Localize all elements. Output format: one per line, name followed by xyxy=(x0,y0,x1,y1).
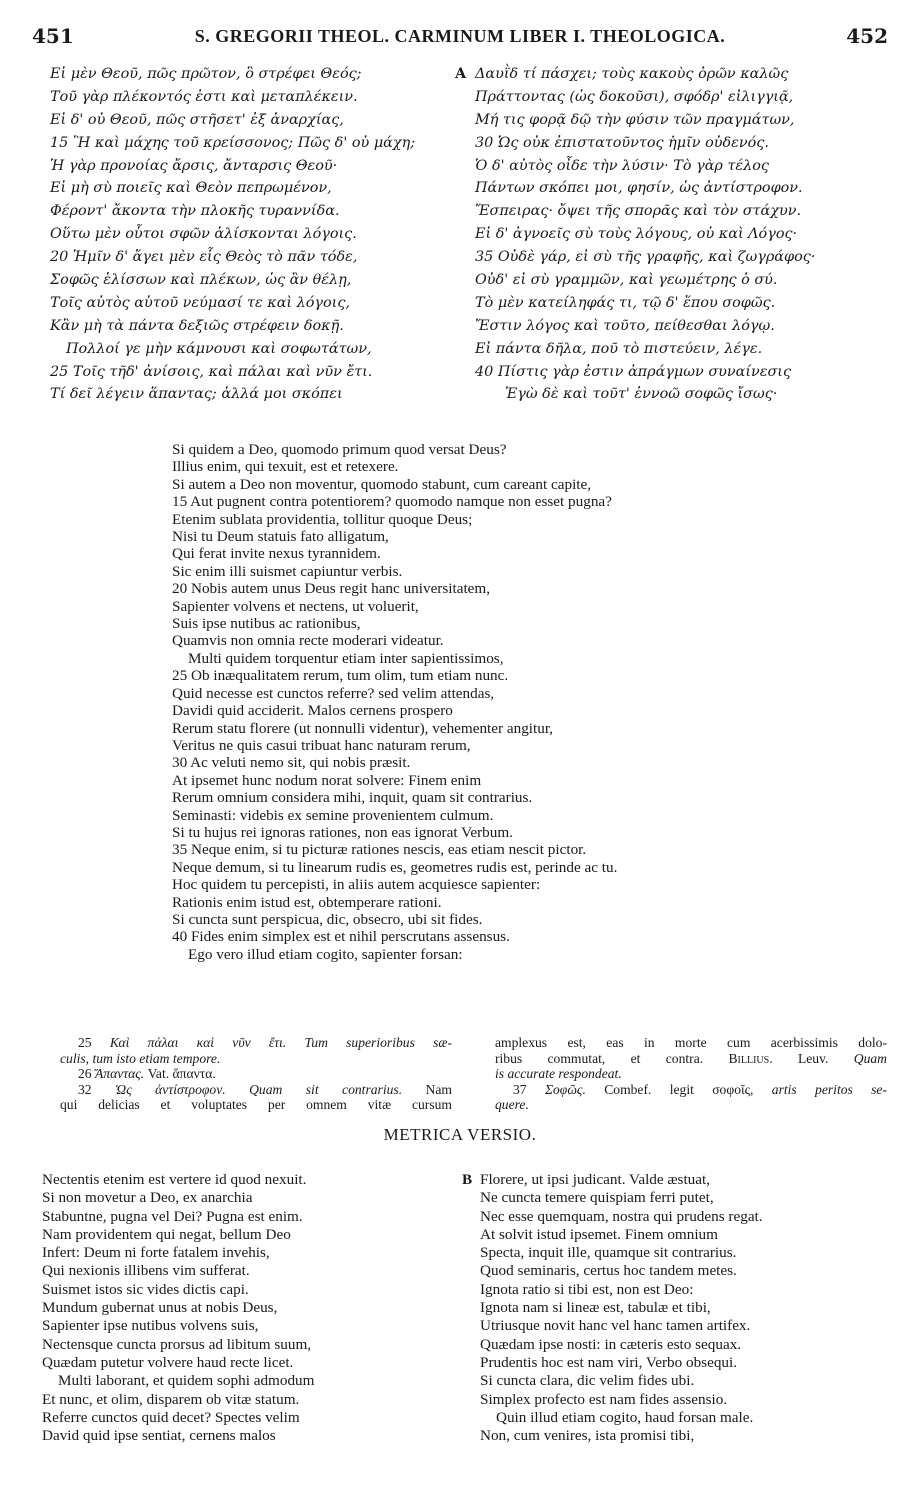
note-number: 32 xyxy=(78,1081,92,1097)
greek-line: Τοῖς αὐτὸς αὑτοῦ νεύμασί τε καὶ λόγοις, xyxy=(50,294,350,311)
greek-line: 30 Ὡς οὐκ ἐπιστατοῦντος ἡμῖν οὐδενός. xyxy=(475,134,769,151)
note-greek: Σοφῶς. xyxy=(544,1081,586,1097)
metrica-line: Nec esse quemquam, nostra qui prudens regat. xyxy=(480,1207,763,1225)
metrica-line: Suismet istos sic vides dictis capi. xyxy=(42,1280,249,1298)
latin-line: 20 Nobis autem unus Deus regit hanc universitatem, xyxy=(172,580,491,598)
latin-line: Rationis enim istud est, obtemperare rationi. xyxy=(172,893,442,911)
greek-line: Μή τις φορᾷ δῷ τὴν φύσιν τῶν πραγμάτων, xyxy=(475,111,795,128)
metrica-line: Quin illud etiam cogito, haud forsan male. xyxy=(496,1408,754,1426)
metrica-versio-title: METRICA VERSIO. xyxy=(383,1125,537,1144)
latin-line: Si tu hujus rei ignoras rationes, non eas ignorat Verbum. xyxy=(172,823,513,841)
greek-line: 20 Ἡμῖν δ' ἄγει μὲν εἷς Θεὸς τὸ πᾶν τόδε, xyxy=(50,249,358,266)
latin-line: 25 Ob inæqualitatem rerum, tum olim, tum etiam nunc. xyxy=(172,667,509,685)
latin-translation xyxy=(172,441,812,963)
metrica-line: Utriusque novit hanc vel hanc tamen artifex. xyxy=(480,1317,751,1335)
metrica-line: Multi laborant, et quidem sophi admodum xyxy=(58,1372,315,1390)
latin-line: Etenim sublata providentia, tollitur quoque Deus; xyxy=(172,510,473,528)
footnote-26 xyxy=(60,1066,452,1082)
latin-line: Si cuncta sunt perspicua, dic, obsecro, ubi sit fides. xyxy=(172,910,483,928)
footnote-32-cont2: amplexus est, eas in morte cum acerbissimis dolo- xyxy=(495,1035,887,1050)
latin-line: Suis ipse nutibus ac rationibus, xyxy=(172,615,361,633)
greek-line: Τοῦ γὰρ πλέκοντός ἐστι καὶ μεταπλέκειν. xyxy=(50,88,358,105)
metrica-line: Quod seminaris, certus hoc tandem metes. xyxy=(480,1262,737,1280)
metrica-line: Quædam putetur volvere haud recte licet. xyxy=(42,1353,294,1371)
latin-line: Ego vero illud etiam cogito, sapienter forsan: xyxy=(188,945,463,963)
note-text-italic: Quam xyxy=(853,1050,887,1066)
latin-line: Neque demum, si tu linearum rudis es, geometres rudis est, perinde ac tu. xyxy=(172,858,618,876)
note-text: ribus commutat, et contra. xyxy=(495,1050,704,1066)
greek-line: 15 Ἢ καὶ μάχης τοῦ κρείσσονος; Πῶς δ' οὐ μάχη; xyxy=(50,134,416,151)
metrica-line: Sapienter ipse nutibus volvens suis, xyxy=(42,1317,259,1335)
latin-line: Hoc quidem tu percepisti, in aliis autem acquiesce sapienter: xyxy=(172,876,541,894)
column-marker: A xyxy=(455,65,467,82)
metrica-line: Ignota ratio si tibi est, non est Deo: xyxy=(480,1280,694,1298)
footnote-25-cont: culis, tum isto etiam tempore. xyxy=(60,1050,221,1066)
metrica-line: Qui nexionis illibens vim sufferat. xyxy=(42,1262,250,1280)
latin-line: Si autem a Deo non moventur, quomodo stabunt, cum careant capite, xyxy=(172,475,592,493)
metrica-line: Quædam ipse nosti: in cæteris esto sequax. xyxy=(480,1335,742,1353)
greek-line: Ἔστιν λόγος καὶ τοῦτο, πείθεσθαι λόγῳ. xyxy=(475,317,775,334)
metrica-line: Si non movetur a Deo, ex anarchia xyxy=(42,1189,253,1207)
note-number: 26 xyxy=(78,1066,92,1082)
latin-line: Multi quidem torquentur etiam inter sapientissimos, xyxy=(188,649,504,667)
greek-line: Σοφῶς ἑλίσσων καὶ πλέκων, ὡς ἂν θέλῃ, xyxy=(50,272,352,289)
greek-line: Εἰ πάντα δῆλα, ποῦ τὸ πιστεύειν, λέγε. xyxy=(475,340,763,357)
latin-line: Sic enim illi suismet capiuntur verbis. xyxy=(172,562,403,580)
greek-line: Εἰ δ' ἀγνοεῖς σὺ τοὺς λόγους, οὐ καὶ Λόγος· xyxy=(475,226,798,243)
metrica-line-text: Florere, ut ipsi judicant. Valde æstuat, xyxy=(480,1171,711,1188)
greek-line xyxy=(455,63,875,86)
footnotes-left xyxy=(60,1035,452,1113)
latin-line: Rerum statu florere (ut nonnulli videntur), vehementer angitur, xyxy=(172,719,554,737)
note-text-italic: Quam sit contrarius. xyxy=(249,1081,403,1097)
footnotes-right xyxy=(495,1035,887,1113)
note-text-italic: artis peritos se- xyxy=(771,1081,887,1097)
greek-line: Οὕτω μὲν οὗτοι σφῶν ἁλίσκονται λόγοις. xyxy=(50,226,357,243)
latin-line: Quid necesse est cunctos referre? sed velim attendas, xyxy=(172,684,495,702)
greek-line: Φέροντ' ἄκοντα τὴν πλοκῆς τυραννίδα. xyxy=(50,203,340,220)
metrica-right-column xyxy=(462,1171,892,1445)
greek-line: Πράττοντας (ὡς δοκοῦσι), σφόδρ' εἰλιγγιᾷ, xyxy=(475,88,794,105)
greek-line-text: Δαυῒδ τί πάσχει; τοὺς κακοὺς ὁρῶν καλῶς xyxy=(475,66,789,82)
metrica-line: David quid ipse sentiat, cernens malos xyxy=(42,1427,276,1445)
metrica-line: Nam providentem qui negat, bellum Deo xyxy=(42,1225,291,1243)
latin-line: Quamvis non omnia recte moderari videatur. xyxy=(172,632,444,650)
note-text: Tum superioribus sæ- xyxy=(304,1035,452,1050)
footnote-37 xyxy=(495,1082,887,1098)
latin-line: Davidi quid acciderit. Malos cernens prospero xyxy=(172,702,453,720)
column-marker: B xyxy=(462,1171,473,1188)
latin-line: 40 Fides enim simplex est et nihil perscrutans assensus. xyxy=(172,928,510,946)
running-head: S. GREGORII THEOL. CARMINUM LIBER I. THEOLOGICA. xyxy=(194,26,726,46)
metrica-line: Et nunc, et olim, disparem ob vitæ statum. xyxy=(42,1390,300,1408)
greek-text-left-column xyxy=(50,63,450,406)
greek-line: Εἰ μὴ σὺ ποιεῖς καὶ Θεὸν πεπρωμένον, xyxy=(50,180,332,197)
greek-line: Τί δεῖ λέγειν ἅπαντας; ἀλλά μοι σκόπει xyxy=(50,386,343,403)
latin-line: Illius enim, qui texuit, est et retexere. xyxy=(172,458,399,476)
latin-line: Si quidem a Deo, quomodo primum quod versat Deus? xyxy=(172,441,507,458)
page-header xyxy=(32,24,888,52)
metrica-line: Si cuncta clara, dic velim fides ubi. xyxy=(480,1372,695,1390)
metrica-line: Specta, inquit ille, quamque sit contrarius. xyxy=(480,1244,737,1262)
metrica-line: Mundum gubernat unus at nobis Deus, xyxy=(42,1299,278,1317)
greek-text-right-column xyxy=(455,63,875,406)
greek-line: Κἂν μὴ τὰ πάντα δεξιῶς στρέφειν δοκῇ. xyxy=(50,317,344,334)
metrica-left-column xyxy=(42,1171,442,1445)
metrica-line: Nectentis etenim est vertere id quod nexuit. xyxy=(42,1171,307,1188)
footnote-32-cont: qui delicias et voluptates per omnem vitæ cursum xyxy=(60,1097,452,1113)
latin-line: Veritus ne quis casui tribuat hanc naturam rerum, xyxy=(172,736,471,754)
metrica-line: Non, cum venires, ista promisi tibi, xyxy=(480,1427,695,1445)
note-greek: Ὡς ἀντίστροφον. xyxy=(115,1081,226,1097)
latin-line: 15 Aut pugnent contra potentiorem? quomodo namque non esset pugna? xyxy=(172,493,612,511)
greek-line: 40 Πίστις γὰρ ἐστιν ἀπράγμων συναίνεσις xyxy=(475,363,792,380)
greek-line: Τὸ μὲν κατείληφάς τι, τῷ δ' ἕπου σοφῶς. xyxy=(475,294,776,311)
metrica-line: Nectensque cuncta prorsus ad libitum suum, xyxy=(42,1335,312,1353)
footnote-25 xyxy=(60,1035,452,1051)
footnote-32 xyxy=(60,1082,452,1098)
greek-line: Πάντων σκόπει μοι, φησίν, ὡς ἀντίστροφον. xyxy=(475,180,803,197)
latin-line: Rerum omnium considera mihi, inquit, quam sit contrarius. xyxy=(172,789,533,807)
metrica-line: Prudentis hoc est nam viri, Verbo obsequi. xyxy=(480,1353,738,1371)
note-text: Vat. ἅπαντα. xyxy=(147,1066,216,1082)
latin-line: Nisi tu Deum statuis fato alligatum, xyxy=(172,528,389,546)
greek-line: Ἐγὼ δὲ καὶ τοῦτ' ἐννοῶ σοφῶς ἴσως· xyxy=(505,386,778,403)
note-text: Leuv. xyxy=(797,1050,829,1066)
greek-line: Εἰ δ' οὐ Θεοῦ, πῶς στῆσετ' ἐξ ἀναρχίας, xyxy=(50,111,344,128)
note-greek: Ἅπαντας. xyxy=(95,1066,145,1082)
metrica-line: Stabuntne, pugna vel Dei? Pugna est enim. xyxy=(42,1207,303,1225)
greek-line: 25 Τοῖς τῆδ' ἀνίσοις, καὶ πάλαι καὶ νῦν ἔτι. xyxy=(50,363,373,380)
note-text: Nam xyxy=(425,1081,452,1097)
greek-line: Οὐδ' εἰ σὺ γραμμῶν, καὶ γεωμέτρης ὁ σύ. xyxy=(475,272,778,289)
latin-line: Sapienter volvens et nectens, ut voluerit, xyxy=(172,597,419,615)
metrica-line: At solvit istud ipsemet. Finem omnium xyxy=(480,1225,718,1243)
metrica-line xyxy=(462,1171,892,1189)
metrica-line: Referre cunctos quid decet? Spectes velim xyxy=(42,1408,300,1426)
footnote-32-cont4: is accurate respondeat. xyxy=(495,1066,622,1082)
note-author: Billius. xyxy=(728,1050,773,1066)
page-number-right: 452 xyxy=(846,24,888,48)
page-number-left: 451 xyxy=(32,24,74,48)
note-number: 37 xyxy=(513,1081,527,1097)
latin-line: Qui ferat invite nexus tyrannidem. xyxy=(172,545,381,563)
latin-line: 35 Neque enim, si tu picturæ rationes nescis, eas etiam nescit pictor. xyxy=(172,841,587,859)
latin-line: Seminasti: videbis ex semine provenientem culmum. xyxy=(172,806,494,824)
greek-line: 35 Οὐδὲ γάρ, εἰ σὺ τῆς γραφῆς, καὶ ζωγράφος· xyxy=(475,249,816,266)
metrica-line: Simplex profecto est nam fides assensio. xyxy=(480,1390,728,1408)
greek-line: Πολλοί γε μὴν κάμνουσι καὶ σοφωτάτων, xyxy=(66,340,372,357)
greek-line: Ὁ δ' αὐτὸς οἶδε τὴν λύσιν· Τὸ γὰρ τέλος xyxy=(475,157,769,174)
note-greek: Καὶ πάλαι καὶ νῦν ἔτι. xyxy=(109,1035,287,1050)
greek-line: Ἡ γὰρ προνοίας ἄρσις, ἄνταρσις Θεοῦ· xyxy=(50,157,338,174)
footnote-37-cont: quere. xyxy=(495,1097,529,1113)
greek-line: Εἰ μὲν Θεοῦ, πῶς πρῶτον, ὃ στρέφει Θεός; xyxy=(50,66,362,82)
metrica-line: Ne cuncta temere quispiam ferri putet, xyxy=(480,1189,714,1207)
latin-line: 30 Ac veluti nemo sit, qui nobis præsit. xyxy=(172,754,411,772)
footnote-32-cont3 xyxy=(495,1051,887,1067)
greek-line: Ἔσπειρας· ὄψει τῆς σπορᾶς καὶ τὸν στάχυν. xyxy=(475,203,802,220)
metrica-line: Ignota nam si lineæ est, tabulæ et tibi, xyxy=(480,1299,711,1317)
note-number: 25 xyxy=(78,1035,92,1050)
note-text: Combef. legit σοφοῖς, xyxy=(604,1081,754,1097)
latin-line: At ipsemet hunc nodum norat solvere: Finem enim xyxy=(172,771,482,789)
metrica-line: Infert: Deum ni forte fatalem invehis, xyxy=(42,1244,270,1262)
